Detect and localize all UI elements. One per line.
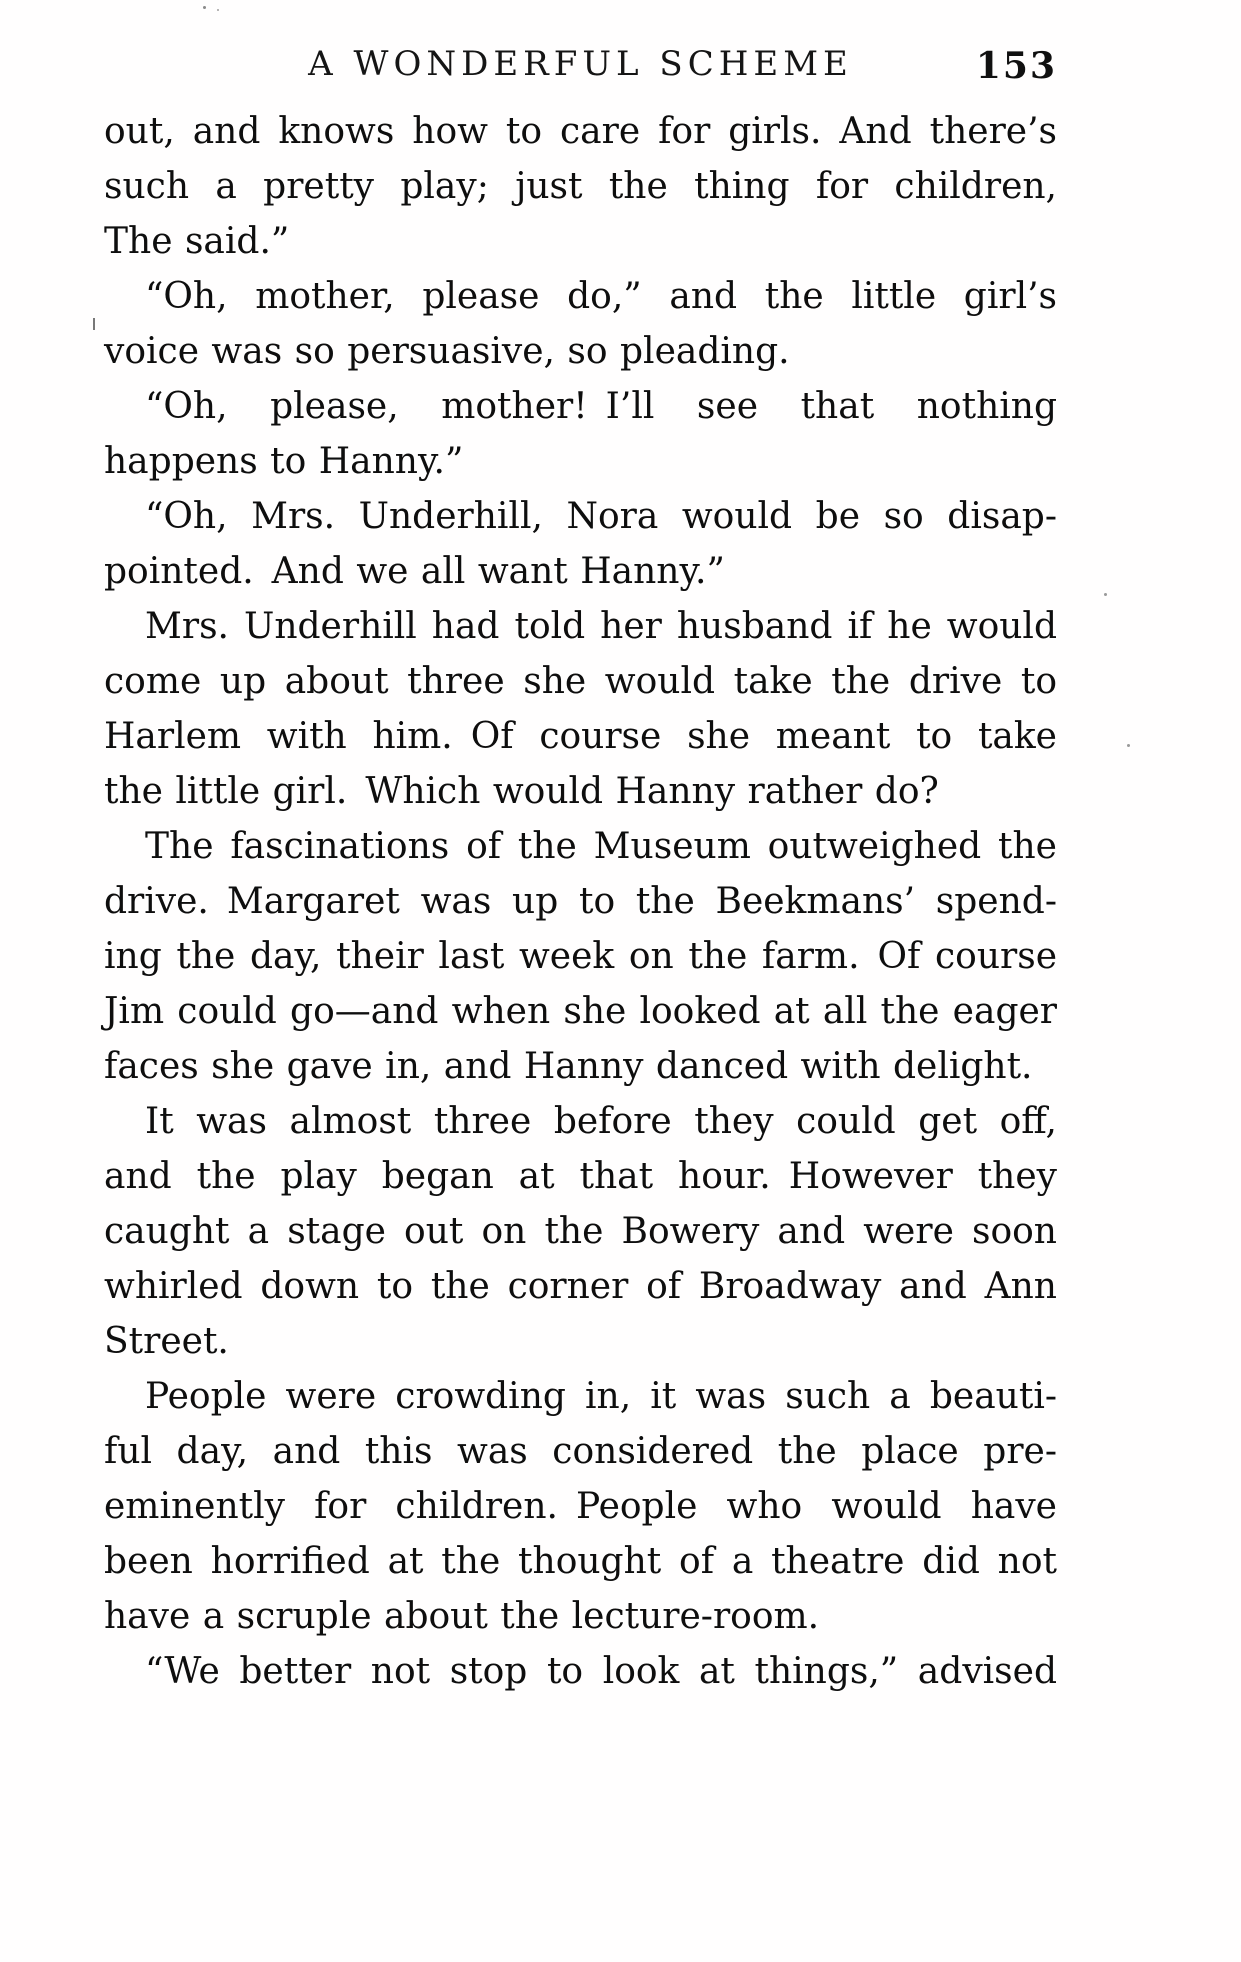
scan-artifact <box>203 6 206 9</box>
text-line: voice was so persuasive, so pleading. <box>104 331 790 372</box>
text-line: have a scruple about the lecture-room. <box>104 1596 820 1637</box>
text-line: caught a stage out on the Bowery and were soon <box>104 1211 1057 1252</box>
text-line: ing the day, their last week on the farm. Of course <box>104 936 1057 977</box>
text-line: and the play began at that hour. However they <box>104 1156 1057 1197</box>
text-line: Street. <box>104 1321 229 1362</box>
text-line: ful day, and this was considered the place pre- <box>104 1431 1057 1472</box>
text-line: It was almost three before they could get off, <box>145 1101 1057 1142</box>
scan-artifact <box>1127 744 1130 747</box>
text-line: Mrs. Underhill had told her husband if he would <box>145 606 1057 647</box>
text-line: pointed. And we all want Hanny.” <box>104 551 725 592</box>
text-line: out, and knows how to care for girls. And there’s <box>104 111 1057 152</box>
text-line: Harlem with him. Of course she meant to take <box>104 716 1057 757</box>
text-line: eminently for children. People who would have <box>104 1486 1057 1527</box>
text-line: drive. Margaret was up to the Beekmans’ spend- <box>104 881 1057 922</box>
text-line: been horrified at the thought of a theatre did not <box>104 1541 1057 1582</box>
text-line: come up about three she would take the drive to <box>104 661 1057 702</box>
text-line: Jim could go—and when she looked at all the eager <box>104 991 1057 1032</box>
scan-artifact <box>93 318 95 330</box>
text-line: whirled down to the corner of Broadway and Ann <box>104 1266 1057 1307</box>
text-line: such a pretty play; just the thing for children, <box>104 166 1057 207</box>
page-number: 153 <box>975 45 1057 87</box>
text-line: the little girl. Which would Hanny rather do? <box>104 771 939 812</box>
text-line: “We better not stop to look at things,” advised <box>145 1651 1057 1692</box>
text-line: “Oh, mother, please do,” and the little girl’s <box>145 276 1057 317</box>
scan-artifact <box>217 9 219 11</box>
text-line: “Oh, Mrs. Underhill, Nora would be so disap- <box>145 496 1057 537</box>
scan-artifact <box>1104 593 1107 596</box>
chapter-title: A WONDERFUL SCHEME <box>308 44 853 84</box>
text-line: The said.” <box>104 221 290 262</box>
text-line: faces she gave in, and Hanny danced with delight. <box>104 1046 1033 1087</box>
running-header <box>104 42 1057 90</box>
text-line: The fascinations of the Museum outweighed the <box>145 826 1057 867</box>
text-line: People were crowding in, it was such a beauti- <box>145 1376 1057 1417</box>
text-line: happens to Hanny.” <box>104 441 464 482</box>
text-line: “Oh, please, mother! I’ll see that nothing <box>145 386 1057 427</box>
page-body <box>104 104 1057 1699</box>
